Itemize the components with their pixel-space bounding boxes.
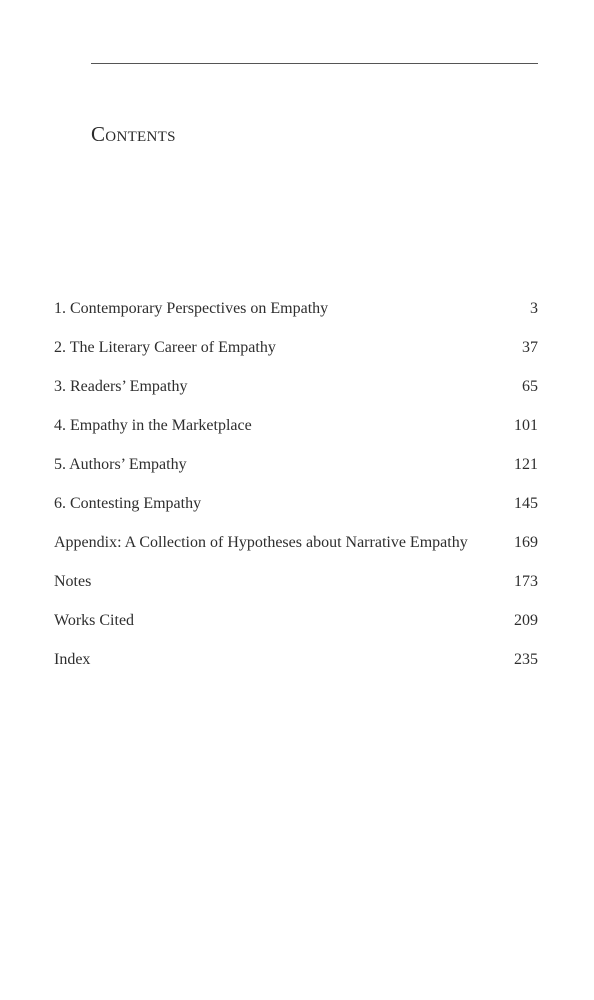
toc-entry[interactable] [54, 417, 538, 456]
toc-entry[interactable] [54, 456, 538, 495]
toc-entry-page-number: 209 [514, 612, 538, 629]
toc-entry-title: Index [54, 651, 91, 668]
toc-entry[interactable] [54, 495, 538, 534]
toc-entry-page-number: 145 [514, 495, 538, 512]
toc-entry[interactable] [54, 378, 538, 417]
toc-entry-title: 1. Contemporary Perspectives on Empathy [54, 300, 329, 317]
toc-entry[interactable] [54, 534, 538, 573]
toc-entry-title: Works Cited [54, 612, 135, 629]
toc-entry-title: 4. Empathy in the Marketplace [54, 417, 252, 434]
toc-entry-page-number: 101 [514, 417, 538, 434]
toc-entry[interactable] [54, 651, 538, 690]
toc-entry-title: Notes [54, 573, 92, 590]
toc-entry-title: Appendix: A Collection of Hypotheses about Narrative Empathy [54, 534, 468, 551]
toc-entry-page-number: 65 [522, 378, 538, 395]
toc-entry-page-number: 173 [514, 573, 538, 590]
toc-entry[interactable] [54, 300, 538, 339]
toc-entry-page-number: 3 [530, 300, 538, 317]
toc-entry[interactable] [54, 339, 538, 378]
toc-entry[interactable] [54, 612, 538, 651]
toc-entry-title: 2. The Literary Career of Empathy [54, 339, 276, 356]
table-of-contents [54, 300, 538, 690]
toc-entry-title: 6. Contesting Empathy [54, 495, 202, 512]
toc-entry-page-number: 169 [514, 534, 538, 551]
toc-entry-title: 3. Readers’ Empathy [54, 378, 188, 395]
header-rule [91, 63, 538, 64]
page-title: Contents [91, 122, 176, 146]
toc-entry-page-number: 121 [514, 456, 538, 473]
toc-entry-page-number: 235 [514, 651, 538, 668]
toc-entry-title: 5. Authors’ Empathy [54, 456, 187, 473]
toc-entry-page-number: 37 [522, 339, 538, 356]
toc-entry[interactable] [54, 573, 538, 612]
